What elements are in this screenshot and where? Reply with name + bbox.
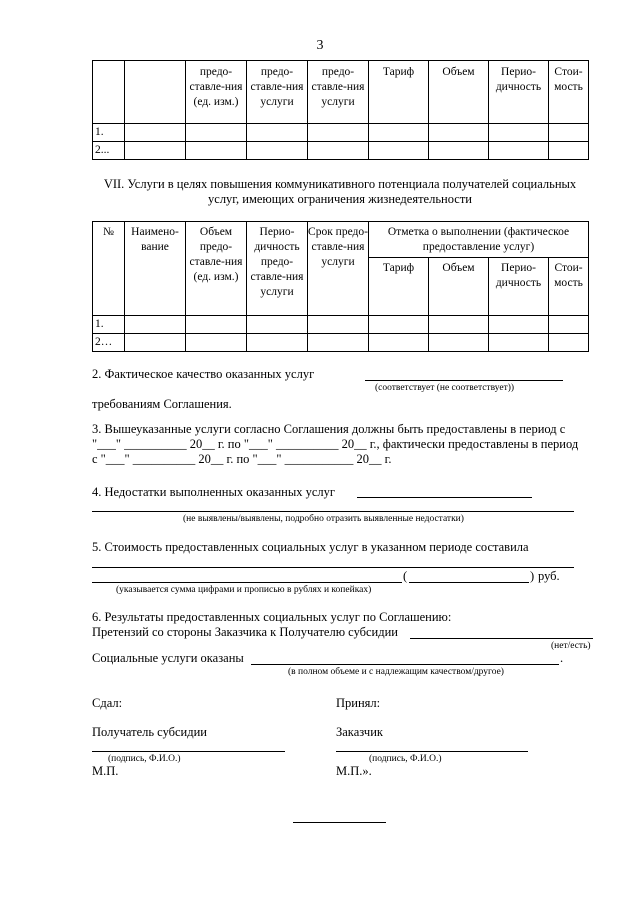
cost-line-1 bbox=[92, 567, 574, 568]
grantee-signature-hint: (подпись, Ф.И.О.) bbox=[108, 754, 181, 764]
row-number: 1. bbox=[93, 316, 125, 334]
header-cost: Стои-мость bbox=[549, 61, 589, 124]
quality-requirements: требованиям Соглашения. bbox=[92, 397, 232, 411]
header-term: Срок предо-ставле-ния услуги bbox=[308, 222, 369, 316]
customer-signature-line bbox=[336, 751, 528, 752]
header-cell-empty bbox=[125, 61, 186, 124]
row-number: 2… bbox=[93, 334, 125, 352]
row-number: 2... bbox=[93, 142, 125, 160]
header-cell-empty bbox=[93, 61, 125, 124]
period-line-2: "___" __________ 20__ г. по "___" __________ 20__ г., фактически предоставлены в период bbox=[92, 437, 579, 451]
table-row bbox=[93, 124, 589, 142]
services-label: Социальные услуги оказаны bbox=[92, 651, 244, 665]
customer-label: Заказчик bbox=[336, 725, 383, 739]
header-completion-mark: Отметка о выполнении (фактическое предоставление услуг) bbox=[369, 222, 589, 258]
services-table-continued bbox=[92, 60, 589, 160]
quality-hint: (соответствует (не соответствует)) bbox=[375, 383, 515, 393]
handed-over-label: Сдал: bbox=[92, 696, 123, 710]
defects-line-2 bbox=[92, 511, 574, 512]
defects-label: 4. Недостатки выполненных оказанных услуг bbox=[92, 485, 336, 499]
grantee-signature-line bbox=[92, 751, 285, 752]
grantee-stamp: М.П. bbox=[92, 764, 119, 778]
quality-label: 2. Фактическое качество оказанных услуг bbox=[92, 367, 315, 381]
row-number: 1. bbox=[93, 124, 125, 142]
claims-hint: (нет/есть) bbox=[551, 641, 591, 651]
claims-line bbox=[410, 638, 593, 639]
customer-stamp: М.П.». bbox=[336, 764, 372, 778]
header-name: Наимено-вание bbox=[125, 222, 186, 316]
table-row bbox=[93, 142, 589, 160]
header-volume: предо-ставле-ния (ед. изм.) bbox=[186, 61, 247, 124]
section-7-table bbox=[92, 221, 589, 352]
section-7-title: VII. Услуги в целях повышения коммуникативного потенциала получателей социальных услуг, имеющих ограничения жизнедеятельности bbox=[103, 177, 577, 206]
period-line-1: 3. Вышеуказанные услуги согласно Соглашения должны быть предоставлены в период с bbox=[92, 422, 566, 436]
header-periodicity: предо-ставле-ния услуги bbox=[247, 61, 308, 124]
accepted-label: Принял: bbox=[336, 696, 381, 710]
page-number: 3 bbox=[316, 38, 324, 53]
header-periodicity: Перио-дичность предо-ставле-ния услуги bbox=[247, 222, 308, 316]
results-label: 6. Результаты предоставленных социальных услуг по Соглашению: bbox=[92, 610, 452, 624]
cost-paren-open: ( bbox=[403, 569, 408, 583]
cost-label: 5. Стоимость предоставленных социальных услуг в указанном периоде составила bbox=[92, 540, 529, 554]
claims-label: Претензий со стороны Заказчика к Получателю субсидии bbox=[92, 625, 398, 639]
header-cost: Стои-мость bbox=[549, 258, 589, 316]
header-volume: Объем предо-ставле-ния (ед. изм.) bbox=[186, 222, 247, 316]
defects-hint: (не выявлены/выявлены, подробно отразить выявленные недостатки) bbox=[183, 514, 464, 524]
quality-line bbox=[365, 380, 563, 381]
cost-words-line bbox=[409, 582, 529, 583]
cost-line-2 bbox=[92, 582, 402, 583]
end-separator bbox=[293, 822, 386, 823]
header-amount: Объем bbox=[429, 61, 489, 124]
services-period: . bbox=[560, 651, 564, 665]
cost-currency: руб. bbox=[538, 569, 560, 583]
header-term: предо-ставле-ния услуги bbox=[308, 61, 369, 124]
services-hint: (в полном объеме и с надлежащим качеством/другое) bbox=[288, 667, 504, 677]
cost-paren-close: ) bbox=[530, 569, 535, 583]
customer-signature-hint: (подпись, Ф.И.О.) bbox=[369, 754, 442, 764]
grantee-label: Получатель субсидии bbox=[92, 725, 207, 739]
header-tariff: Тариф bbox=[369, 258, 429, 316]
header-number: № bbox=[93, 222, 125, 316]
header-frequency: Перио-дичность bbox=[489, 61, 549, 124]
header-tariff: Тариф bbox=[369, 61, 429, 124]
header-frequency: Перио-дичность bbox=[489, 258, 549, 316]
period-line-3: с "___" __________ 20__ г. по "___" ___________ 20__ г. bbox=[92, 452, 392, 466]
services-line bbox=[251, 664, 559, 665]
table-row bbox=[93, 334, 589, 352]
header-amount: Объем bbox=[429, 258, 489, 316]
table-row bbox=[93, 316, 589, 334]
defects-line bbox=[357, 497, 532, 498]
cost-hint: (указывается сумма цифрами и прописью в рублях и копейках) bbox=[116, 585, 372, 595]
